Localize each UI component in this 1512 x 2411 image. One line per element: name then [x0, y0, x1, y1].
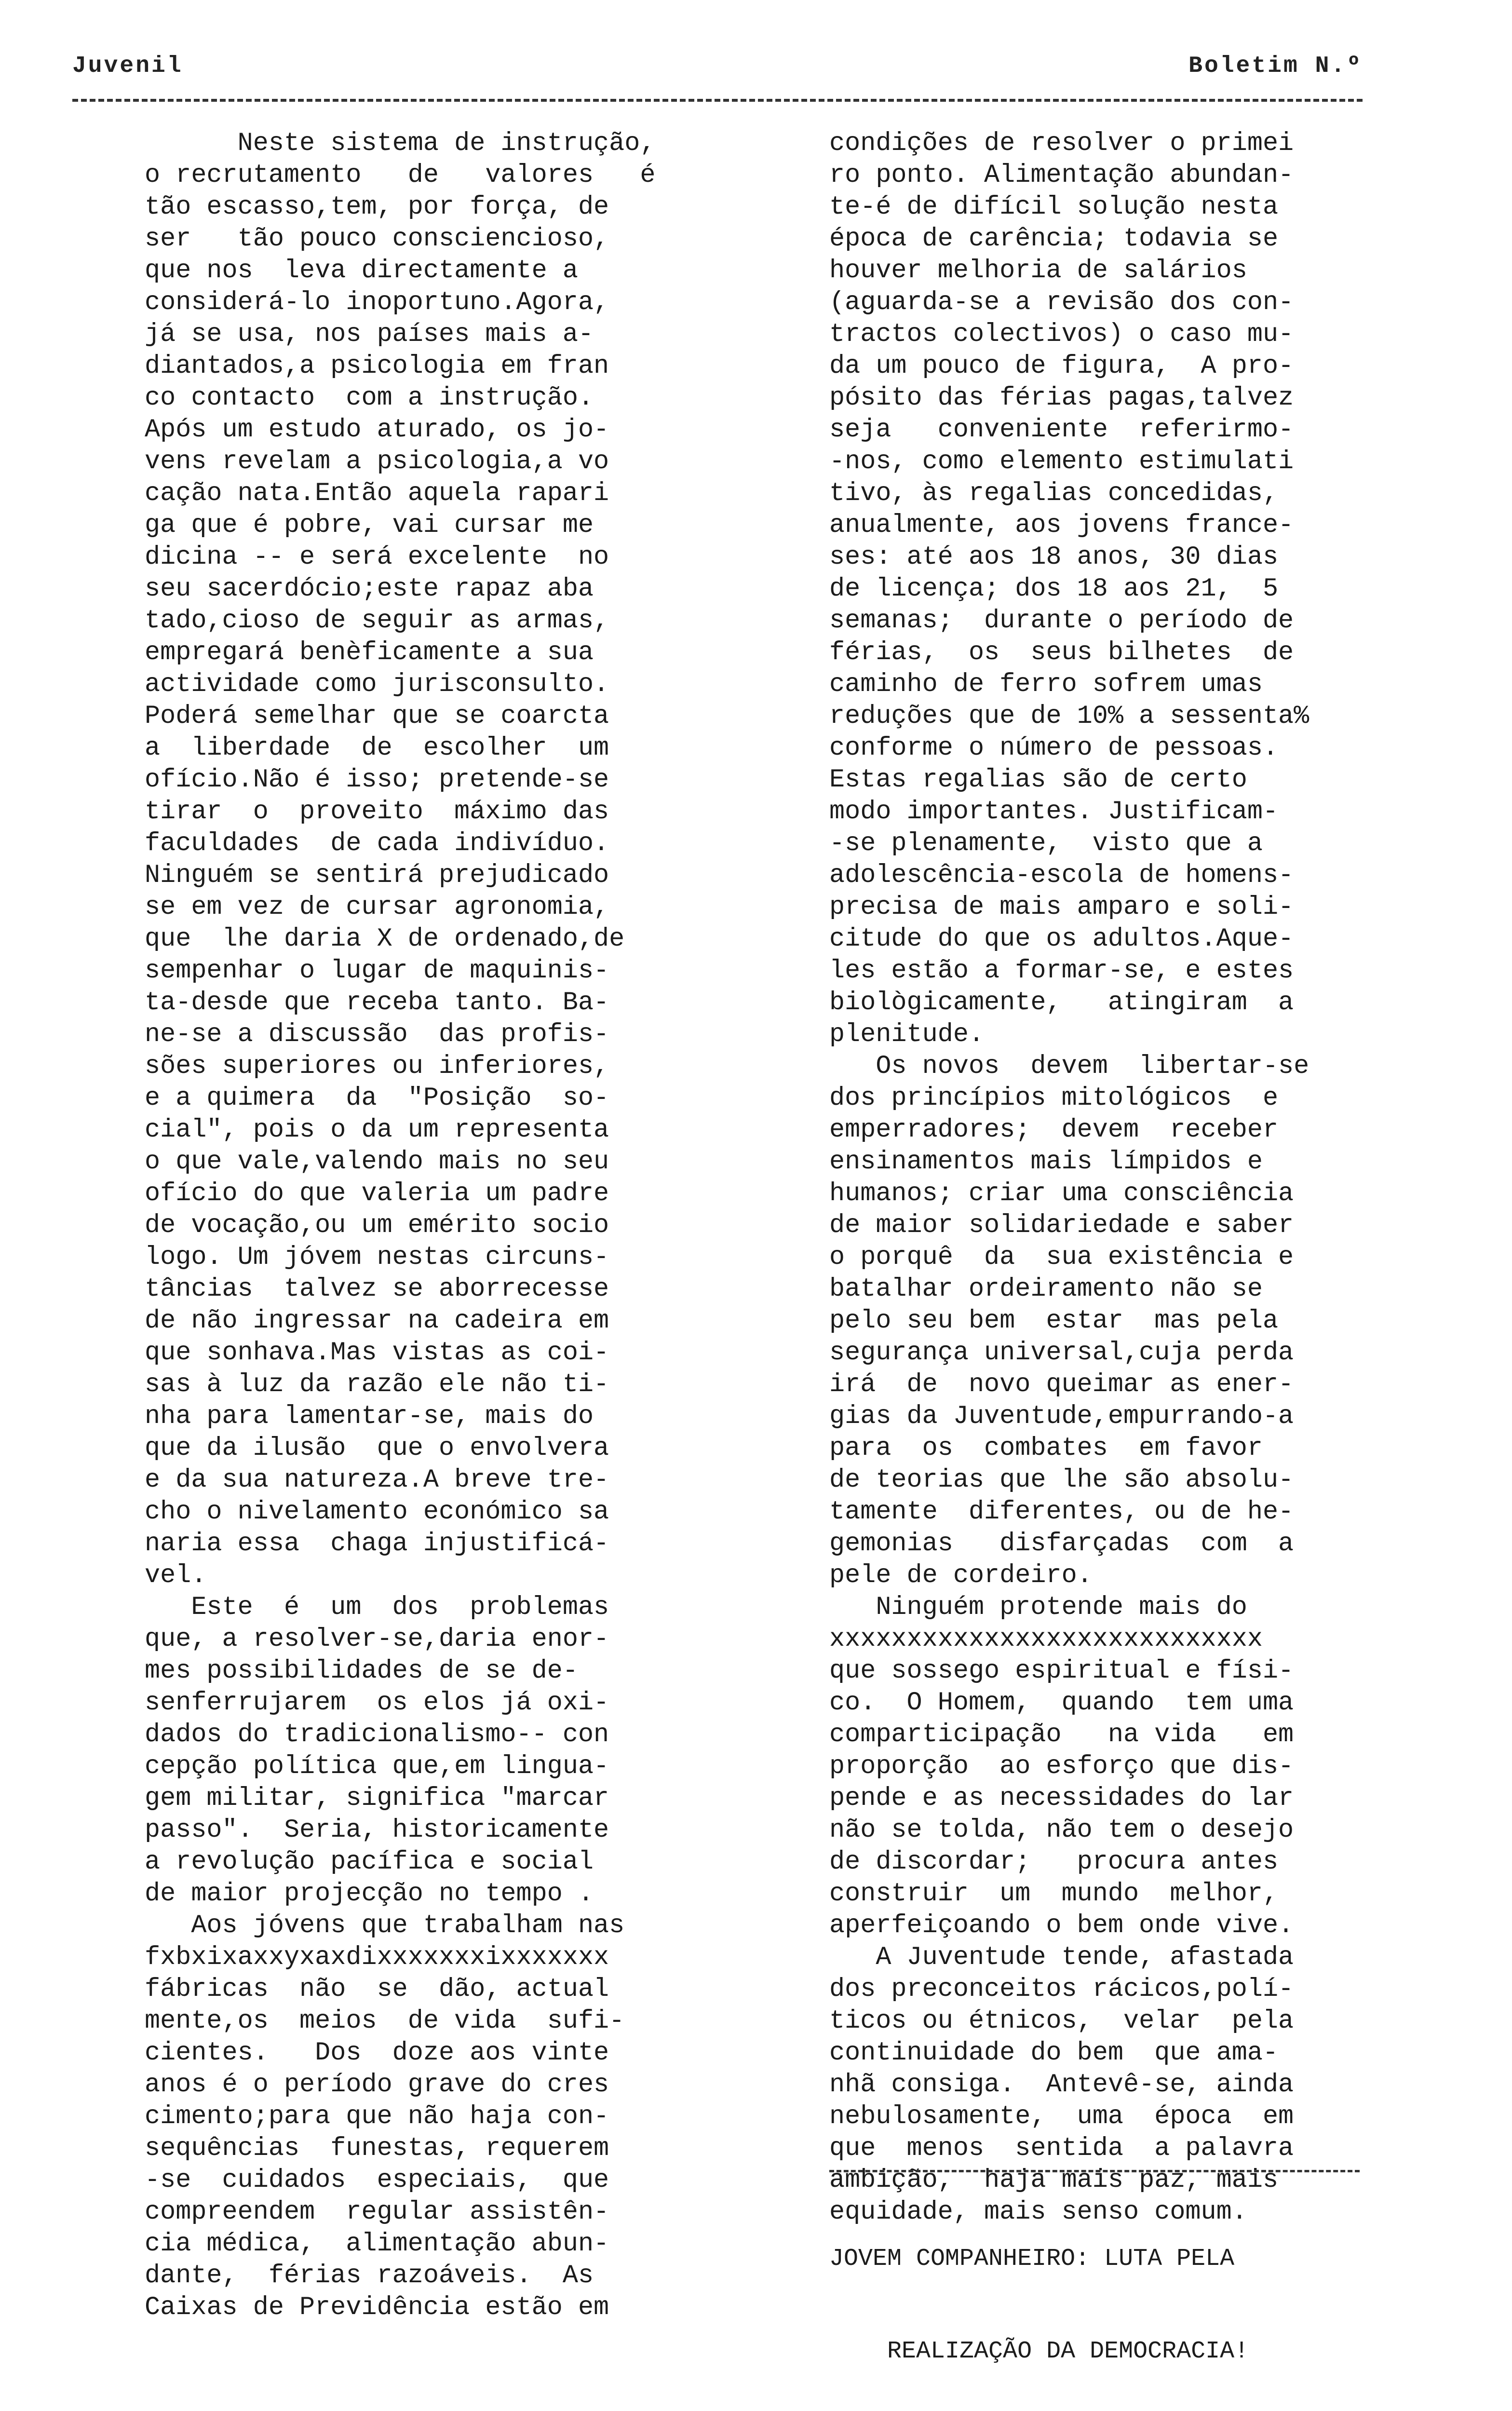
- text-line: que menos sentida a palavra: [829, 2134, 1294, 2163]
- text-line: naria essa chaga injustificá-: [145, 1529, 609, 1558]
- text-line: nhã consiga. Antevê-se, ainda: [829, 2070, 1294, 2099]
- text-line: construir um mundo melhor,: [829, 1879, 1279, 1909]
- text-line: seja conveniente referirmo-: [829, 415, 1294, 445]
- text-line: anos é o período grave do cres: [145, 2070, 609, 2099]
- text-line: tractos colectivos) o caso mu-: [829, 320, 1294, 349]
- text-line: biològicamente, atingiram a: [829, 988, 1294, 1017]
- text-line: que sonhava.Mas vistas as coi-: [145, 1338, 609, 1368]
- text-line: a liberdade de escolher um: [145, 733, 609, 763]
- text-line: pende e as necessidades do lar: [829, 1784, 1294, 1813]
- text-line: de licença; dos 18 aos 21, 5: [829, 574, 1279, 604]
- right-column: [829, 128, 1403, 2228]
- text-line: houver melhoria de salários: [829, 256, 1247, 285]
- text-line: que nos leva directamente a: [145, 256, 578, 285]
- text-line: mes possibilidades de se de-: [145, 1656, 578, 1686]
- closing-slogan-line-2: REALIZAÇÃO DA DEMOCRACIA!: [829, 2338, 1249, 2365]
- text-line: batalhar ordeiramento não se: [829, 1274, 1263, 1304]
- text-line: aperfeiçoando o bem onde vive.: [829, 1911, 1294, 1940]
- text-line: tado,cioso de seguir as armas,: [145, 606, 609, 636]
- text-line: época de carência; todavia se: [829, 224, 1279, 254]
- text-line: ofício do que valeria um padre: [145, 1179, 609, 1208]
- header-bulletin-number: Boletim N.º: [1188, 53, 1363, 79]
- text-line: férias, os seus bilhetes de: [829, 638, 1294, 667]
- closing-slogan-line-1: JOVEM COMPANHEIRO: LUTA PELA: [829, 2245, 1235, 2273]
- text-line: pele de cordeiro.: [829, 1561, 1093, 1590]
- text-line: cimento;para que não haja con-: [145, 2102, 609, 2131]
- text-line: te-é de difícil solução nesta: [829, 192, 1279, 222]
- text-line: plenitude.: [829, 1020, 985, 1049]
- text-line: vel.: [145, 1561, 207, 1590]
- text-line: ensinamentos mais límpidos e: [829, 1147, 1263, 1177]
- text-line: dante, férias razoáveis. As: [145, 2261, 594, 2290]
- text-line: que sossego espiritual e físi-: [829, 1656, 1294, 1686]
- text-line: cação nata.Então aquela rapari: [145, 479, 609, 508]
- text-line: (aguarda-se a revisão dos con-: [829, 288, 1294, 317]
- text-line: Este é um dos problemas: [145, 1593, 609, 1622]
- text-line: que, a resolver-se,daria enor-: [145, 1625, 609, 1654]
- text-line: ta-desde que receba tanto. Ba-: [145, 988, 609, 1017]
- text-line: sequências funestas, requerem: [145, 2134, 609, 2163]
- text-line: Neste sistema de instrução,: [145, 129, 656, 158]
- text-line: já se usa, nos países mais a-: [145, 320, 594, 349]
- text-line: para os combates em favor: [829, 1434, 1263, 1463]
- text-line: -se plenamente, visto que a: [829, 829, 1263, 858]
- text-line: logo. Um jóvem nestas circuns-: [145, 1243, 609, 1272]
- text-line: o porquê da sua existência e: [829, 1243, 1294, 1272]
- text-line: gemonias disfarçadas com a: [829, 1529, 1294, 1558]
- text-line: reduções que de 10% a sessenta%: [829, 702, 1310, 731]
- text-line: tão escasso,tem, por força, de: [145, 192, 609, 222]
- text-line: Estas regalias são de certo: [829, 765, 1247, 795]
- text-line: segurança universal,cuja perda: [829, 1338, 1294, 1368]
- text-line: o recrutamento de valores é: [145, 161, 656, 190]
- text-line: seu sacerdócio;este rapaz aba: [145, 574, 594, 604]
- text-line: co. O Homem, quando tem uma: [829, 1688, 1294, 1718]
- text-line: sões superiores ou inferiores,: [145, 1052, 609, 1081]
- text-line: Aos jóvens que trabalham nas: [145, 1911, 625, 1940]
- text-line: anualmente, aos jovens france-: [829, 511, 1294, 540]
- text-line: nha para lamentar-se, mais do: [145, 1402, 594, 1431]
- text-line: Ninguém se sentirá prejudicado: [145, 861, 609, 890]
- text-line: nebulosamente, uma época em: [829, 2102, 1294, 2131]
- text-line: dados do tradicionalismo-- con: [145, 1720, 609, 1749]
- text-line: de vocação,ou um emérito socio: [145, 1211, 609, 1240]
- text-line: -se cuidados especiais, que: [145, 2166, 609, 2195]
- text-line: ofício.Não é isso; pretende-se: [145, 765, 609, 795]
- text-line: passo". Seria, historicamente: [145, 1815, 609, 1845]
- text-line: ses: até aos 18 anos, 30 dias: [829, 542, 1279, 572]
- text-line: co contacto com a instrução.: [145, 383, 594, 413]
- text-line: Ninguém protende mais do: [829, 1593, 1247, 1622]
- text-line: tirar o proveito máximo das: [145, 797, 609, 826]
- text-line: dos princípios mitológicos e: [829, 1084, 1279, 1113]
- text-line: sas à luz da razão ele não ti-: [145, 1370, 609, 1399]
- text-line: cientes. Dos doze aos vinte: [145, 2038, 609, 2068]
- text-line: cho o nivelamento económico sa: [145, 1497, 609, 1527]
- text-line: ambição, haja mais paz, mais: [829, 2166, 1279, 2195]
- text-line: les estão a formar-se, e estes: [829, 956, 1294, 986]
- text-line: dos preconceitos rácicos,polí-: [829, 1975, 1294, 2004]
- text-line: actividade como jurisconsulto.: [145, 670, 609, 699]
- text-line: que da ilusão que o envolvera: [145, 1434, 609, 1463]
- text-line: e da sua natureza.A breve tre-: [145, 1465, 609, 1495]
- text-line: gem militar, significa "marcar: [145, 1784, 609, 1813]
- text-line: Os novos devem libertar-se: [829, 1052, 1310, 1081]
- text-line: xxxxxxxxxxxxxxxxxxxxxxxxxxxx: [829, 1625, 1263, 1654]
- text-line: Poderá semelhar que se coarcta: [145, 702, 609, 731]
- text-line: considerá-lo inoportuno.Agora,: [145, 288, 609, 317]
- closing-slogan: [829, 2182, 1249, 2411]
- text-line: fxbxixaxxyxaxdixxxxxxxixxxxxxx: [145, 1943, 609, 1972]
- text-line: ser tão pouco consciencioso,: [145, 224, 609, 254]
- text-line: se em vez de cursar agronomia,: [145, 893, 609, 922]
- text-line: fábricas não se dão, actual: [145, 1975, 609, 2004]
- text-line: citude do que os adultos.Aque-: [829, 924, 1294, 954]
- text-line: equidade, mais senso comum.: [829, 2197, 1247, 2227]
- text-line: proporção ao esforço que dis-: [829, 1752, 1294, 1781]
- text-line: adolescência-escola de homens-: [829, 861, 1294, 890]
- text-line: irá de novo queimar as ener-: [829, 1370, 1294, 1399]
- text-line: a revolução pacífica e social: [145, 1847, 594, 1877]
- text-line: empregará benèficamente a sua: [145, 638, 594, 667]
- text-line: mente,os meios de vida sufi-: [145, 2006, 625, 2036]
- text-line: ro ponto. Alimentação abundan-: [829, 161, 1294, 190]
- text-line: tivo, às regalias concedidas,: [829, 479, 1279, 508]
- text-line: continuidade do bem que ama-: [829, 2038, 1279, 2068]
- text-line: tamente diferentes, ou de he-: [829, 1497, 1294, 1527]
- text-line: vens revelam a psicologia,a vo: [145, 447, 609, 476]
- text-line: dicina -- e será excelente no: [145, 542, 609, 572]
- text-line: -nos, como elemento estimulati: [829, 447, 1294, 476]
- text-line: condições de resolver o primei: [829, 129, 1294, 158]
- text-line: faculdades de cada indivíduo.: [145, 829, 609, 858]
- text-line: pelo seu bem estar mas pela: [829, 1306, 1279, 1336]
- text-line: de discordar; procura antes: [829, 1847, 1279, 1877]
- text-line: sempenhar o lugar de maquinis-: [145, 956, 609, 986]
- text-line: da um pouco de figura, A pro-: [829, 352, 1294, 381]
- text-line: que lhe daria X de ordenado,de: [145, 924, 625, 954]
- text-line: de não ingressar na cadeira em: [145, 1306, 609, 1336]
- text-line: senferrujarem os elos já oxi-: [145, 1688, 609, 1718]
- text-line: comparticipação na vida em: [829, 1720, 1294, 1749]
- text-line: precisa de mais amparo e soli-: [829, 893, 1294, 922]
- text-line: conforme o número de pessoas.: [829, 733, 1279, 763]
- text-line: gias da Juventude,empurrando-a: [829, 1402, 1294, 1431]
- text-line: ticos ou étnicos, velar pela: [829, 2006, 1294, 2036]
- text-line: cia médica, alimentação abun-: [145, 2229, 609, 2259]
- text-line: de maior solidariedade e saber: [829, 1211, 1294, 1240]
- text-line: modo importantes. Justificam-: [829, 797, 1279, 826]
- text-line: emperradores; devem receber: [829, 1115, 1279, 1145]
- text-line: semanas; durante o período de: [829, 606, 1294, 636]
- text-line: diantados,a psicologia em fran: [145, 352, 609, 381]
- text-line: cial", pois o da um representa: [145, 1115, 609, 1145]
- text-line: pósito das férias pagas,talvez: [829, 383, 1294, 413]
- text-line: e a quimera da "Posição so-: [145, 1084, 609, 1113]
- text-line: Caixas de Previdência estão em: [145, 2293, 609, 2322]
- text-line: compreendem regular assistên-: [145, 2197, 609, 2227]
- header-divider: [72, 99, 1363, 102]
- text-line: de teorias que lhe são absolu-: [829, 1465, 1294, 1495]
- text-line: A Juventude tende, afastada: [829, 1943, 1294, 1972]
- text-line: ga que é pobre, vai cursar me: [145, 511, 594, 540]
- text-line: o que vale,valendo mais no seu: [145, 1147, 609, 1177]
- left-column: [145, 128, 752, 2324]
- text-line: humanos; criar uma consciência: [829, 1179, 1294, 1208]
- text-line: cepção política que,em lingua-: [145, 1752, 609, 1781]
- text-line: não se tolda, não tem o desejo: [829, 1815, 1294, 1845]
- closing-divider: [829, 2170, 1360, 2172]
- text-line: tâncias talvez se aborrecesse: [145, 1274, 609, 1304]
- text-line: ne-se a discussão das profis-: [145, 1020, 609, 1049]
- text-line: Após um estudo aturado, os jo-: [145, 415, 609, 445]
- text-line: caminho de ferro sofrem umas: [829, 670, 1263, 699]
- text-line: de maior projecção no tempo .: [145, 1879, 594, 1909]
- header-publication: Juvenil: [72, 53, 183, 79]
